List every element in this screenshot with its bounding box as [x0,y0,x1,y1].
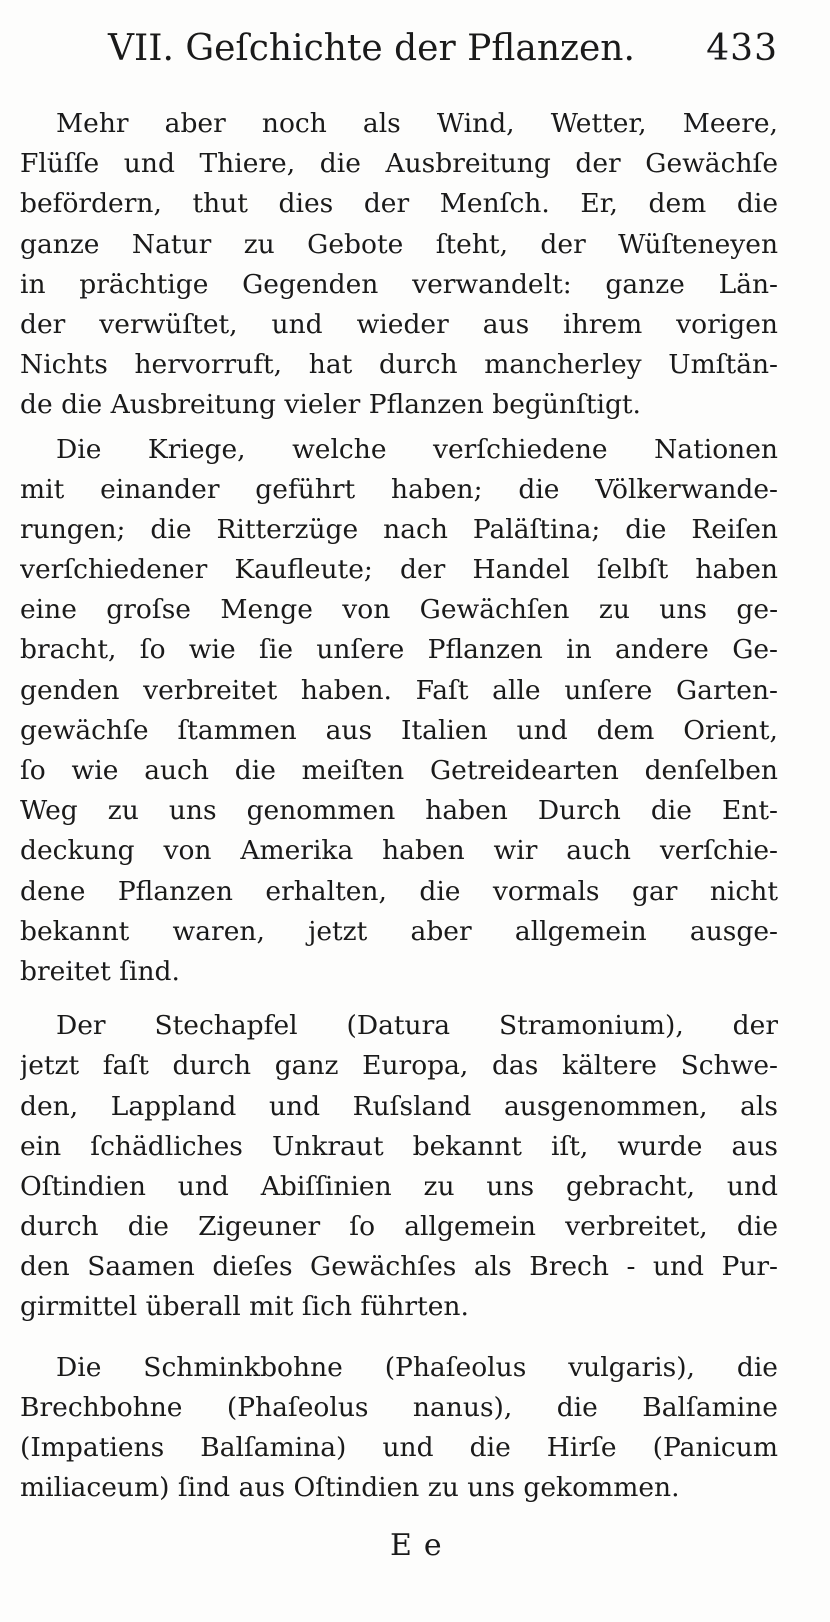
text-line: genden verbreitet haben. Faſt alle unſere Garten- [20,674,778,706]
text-line: Weg zu uns genommen haben Durch die Ent- [20,795,778,827]
page-number: 433 [706,28,778,69]
text-line: rungen; die Ritterzüge nach Paläſtina; die Reiſen [20,513,778,545]
text-line: den Saamen dieſes Gewächſes als Brech - und Pur- [20,1251,778,1283]
text-line: jetzt faſt durch ganz Europa, das kältere Schwe- [20,1050,778,1082]
text-line: bracht, ſo wie ſie unſere Pflanzen in andere Ge- [20,634,778,666]
page-header [108,22,778,76]
text-line: Brechbohne (Phaſeolus nanus), die Balſamine [20,1391,778,1423]
paragraph [20,430,778,993]
text-line: bekannt waren, jetzt aber allgemein ausge- [20,915,778,947]
text-line: (Impatiens Balſamina) und die Hirſe (Panicum [20,1432,778,1463]
text-line: den, Lappland und Ruſsland ausgenommen, als [20,1090,778,1122]
text-line: gewächſe ſtammen aus Italien und dem Orient, [20,714,778,746]
text-line: der verwüſtet, und wieder aus ihrem vorigen [20,308,778,340]
text-line: breitet ſind. [20,955,180,987]
text-line: in prächtige Gegenden verwandelt: ganze Län- [20,268,778,300]
paragraph [20,1006,778,1328]
text-line: dene Pflanzen erhalten, die vormals gar nicht [20,875,778,907]
text-line: Die Schminkbohne (Phaſeolus vulgaris), die [56,1351,778,1383]
text-line: de die Ausbreitung vieler Pflanzen begünſtigt. [20,389,641,421]
text-line: ein ſchädliches Unkraut bekannt iſt, wurde aus [20,1130,778,1162]
text-line: verſchiedener Kaufleute; der Handel ſelbſt haben [20,554,778,586]
text-line: Nichts hervorruft, hat durch mancherley Umſtän- [20,349,778,381]
body-text [20,104,778,1508]
text-line: Flüſſe und Thiere, die Ausbreitung der Gewächſe [20,148,778,180]
text-line: befördern, thut dies der Menſch. Er, dem die [20,188,778,220]
text-line: eine groſse Menge von Gewächſen zu uns ge- [20,594,778,626]
text-line: Mehr aber noch als Wind, Wetter, Meere, [56,108,778,139]
text-line: ganze Natur zu Gebote ſteht, der Wüſteneyen [20,228,778,260]
running-head: VII. Geſchichte der Pflanzen. [108,28,635,69]
paragraph [20,104,778,426]
text-line: deckung von Amerika haben wir auch verſchie- [20,835,778,867]
text-line: ſo wie auch die meiſten Getreidearten denſelben [20,755,778,786]
text-line: Oſtindien und Abiſſinien zu uns gebracht, und [20,1170,778,1202]
text-line: mit einander geführt haben; die Völkerwande- [20,473,778,505]
text-line: Die Kriege, welche verſchiedene Nationen [56,433,778,465]
text-line: durch die Zigeuner ſo allgemein verbreitet, die [20,1211,778,1243]
signature-mark: Ee [390,1528,454,1563]
paragraph [20,1348,778,1509]
text-line: Der Stechapfel (Datura Stramonium), der [56,1010,778,1042]
text-line: girmittel überall mit ſich führten. [20,1291,469,1323]
text-line: miliaceum) ſind aus Oſtindien zu uns gekommen. [20,1472,680,1504]
